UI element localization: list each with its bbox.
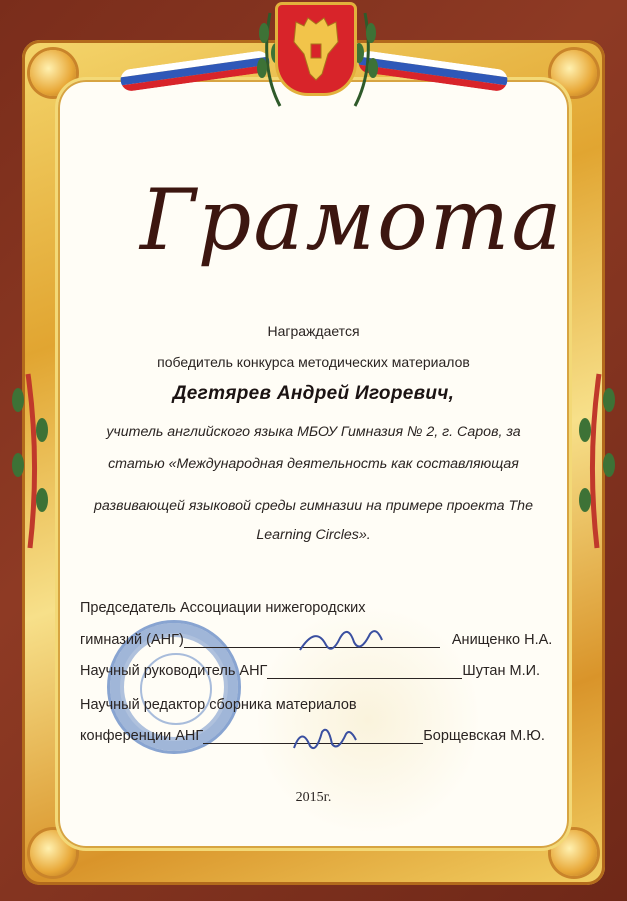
awarded-intro: Награждается [267,323,360,339]
handwritten-signature-3 [290,722,360,756]
signatory-1-name: Анищенко Н.А. [451,632,553,648]
signatory-3-role-line2: конференции АНГ [80,728,204,744]
handwritten-signature-1 [296,620,386,660]
description-line: развивающей языковой среды гимназии на примере проекта The [94,498,533,514]
recipient-name: Дегтярев Андрей Игоревич, [172,383,455,404]
description-line: учитель английского языка МБОУ Гимназия № 2, г. Саров, за [106,424,521,440]
certificate-year: 2015г. [295,790,332,805]
description-line: Learning Circles». [256,527,371,543]
signatory-3-role: Научный редактор сборника материалов [80,697,357,713]
signatory-2-name: Шутан М.И. [462,663,541,679]
certificate-title: Грамота [140,171,564,269]
signatory-3-name: Борщевская М.Ю. [423,728,545,744]
double-headed-eagle-icon [290,14,342,84]
signatory-2-role: Научный руководитель АНГ [80,663,268,679]
signatory-2-row [80,663,540,679]
description-line: статью «Международная деятельность как составляющая [108,456,519,472]
side-laurel-left-icon [10,370,52,550]
signature-line [267,678,462,679]
nomination-text: победитель конкурса методических материалов [157,354,470,370]
side-laurel-right-icon [575,370,617,550]
signatory-1-role: Председатель Ассоциации нижегородских [80,600,366,616]
signatory-1-role-line2: гимназий (АНГ) [80,632,184,648]
